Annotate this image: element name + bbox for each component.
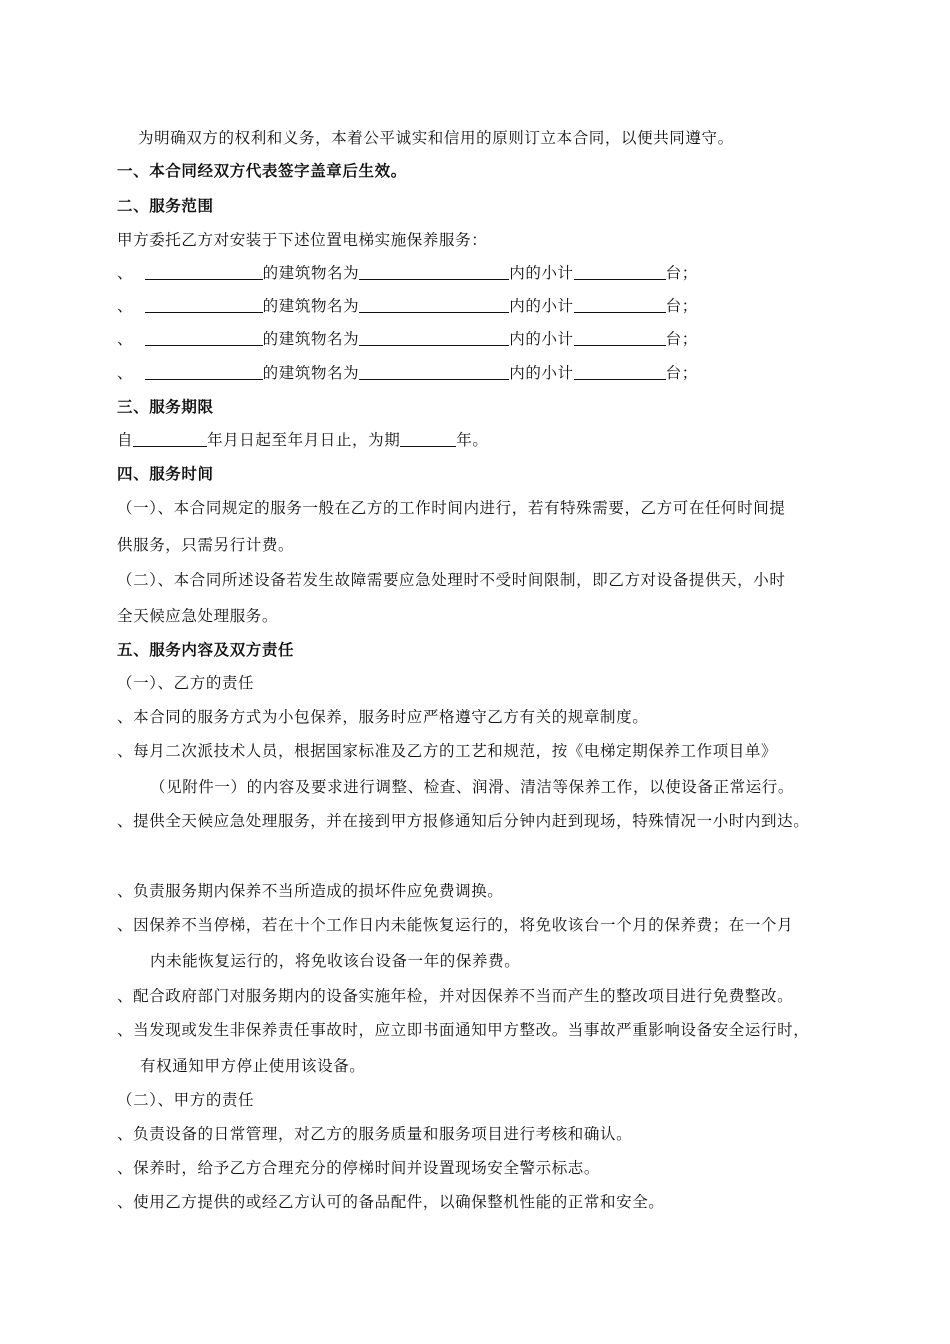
location-row [117,328,698,350]
row-mark: 、 [117,330,134,348]
blank-line[interactable] [133,431,207,447]
row-text-a: 的建筑物名为 [262,364,360,382]
blank-line[interactable] [359,364,509,380]
blank-line[interactable] [574,297,666,313]
blank-line[interactable] [145,364,263,380]
blank-line[interactable] [359,330,509,346]
party-a-item: 、负责设备的日常管理，对乙方的服务质量和服务项目进行考核和确认。 [117,1125,633,1143]
service-time-line: （二）、本合同所述设备若发生故障需要应急处理时不受时间限制，即乙方对设备提供天，小时 [117,571,786,589]
party-b-item-cont: 内未能恢复运行的，将免收该台设备一年的保养费。 [150,952,521,970]
row-text-c: 台； [665,297,698,315]
row-mark: 、 [117,297,134,315]
section-1-heading: 一、本合同经双方代表签字盖章后生效。 [117,162,407,180]
service-term-line [117,429,489,451]
blank-line[interactable] [145,264,263,280]
row-text-a: 的建筑物名为 [262,330,360,348]
term-text-1: 自 [117,431,134,449]
row-text-b: 内的小计 [509,297,574,315]
party-a-heading: （二）、甲方的责任 [117,1091,255,1109]
party-b-item: 、负责服务期内保养不当所造成的损坏件应免费调换。 [117,882,504,900]
party-b-item-cont: 有权通知甲方停止使用该设备。 [140,1057,366,1075]
service-scope-lead: 甲方委托乙方对安装于下述位置电梯实施保养服务： [117,231,488,249]
blank-line[interactable] [145,297,263,313]
service-time-line: （一）、本合同规定的服务一般在乙方的工作时间内进行，若有特殊需要，乙方可在任何时间提 [117,499,786,517]
row-text-a: 的建筑物名为 [262,297,360,315]
term-text-2: 年月日起至年月日止，为期 [207,431,401,449]
blank-line[interactable] [145,330,263,346]
blank-line[interactable] [359,297,509,313]
location-row [117,262,698,284]
party-b-item: 、每月二次派技术人员，根据国家标准及乙方的工艺和规范，按《电梯定期保养工作项目单》 [117,742,778,760]
row-text-b: 内的小计 [509,330,574,348]
section-5-heading: 五、服务内容及双方责任 [117,641,295,659]
party-b-heading: （一）、乙方的责任 [117,674,255,692]
party-b-item: 、提供全天候应急处理服务，并在接到甲方报修通知后分钟内赶到现场，特殊情况一小时内到达。 [117,812,810,830]
section-2-heading: 二、服务范围 [117,197,214,215]
blank-line[interactable] [574,364,666,380]
row-mark: 、 [117,364,134,382]
intro-paragraph: 为明确双方的权利和义务，本着公平诚实和信用的原则订立本合同，以便共同遵守。 [138,129,734,147]
blank-line[interactable] [574,264,666,280]
party-b-item: 、当发现或发生非保养责任事故时，应立即书面通知甲方整改。当事故严重影响设备安全运行时， [117,1021,810,1039]
row-text-c: 台； [665,264,698,282]
service-time-line: 供服务，只需另行计费。 [117,536,295,554]
row-mark: 、 [117,264,134,282]
location-row [117,362,698,384]
row-text-a: 的建筑物名为 [262,264,360,282]
party-b-item: 、因保养不当停梯，若在十个工作日内未能恢复运行的，将免收该台一个月的保养费；在一个月 [117,916,794,934]
party-a-item: 、保养时，给予乙方合理充分的停梯时间并设置现场安全警示标志。 [117,1159,601,1177]
party-b-item-cont: （见附件一）的内容及要求进行调整、检查、润滑、清洁等保养工作，以使设备正常运行。 [150,778,795,796]
section-3-heading: 三、服务期限 [117,398,214,416]
location-row [117,295,698,317]
row-text-c: 台； [665,364,698,382]
row-text-b: 内的小计 [509,264,574,282]
section-4-heading: 四、服务时间 [117,465,214,483]
blank-line[interactable] [574,330,666,346]
blank-line[interactable] [359,264,509,280]
service-time-line: 全天候应急处理服务。 [117,607,279,625]
party-b-item: 、配合政府部门对服务期内的设备实施年检，并对因保养不当而产生的整改项目进行免费整改。 [117,987,794,1005]
blank-line[interactable] [400,431,456,447]
party-a-item: 、使用乙方提供的或经乙方认可的备品配件，以确保整机性能的正常和安全。 [117,1193,665,1211]
term-text-3: 年。 [456,431,489,449]
party-b-item: 、本合同的服务方式为小包保养，服务时应严格遵守乙方有关的规章制度。 [117,708,649,726]
row-text-b: 内的小计 [509,364,574,382]
row-text-c: 台； [665,330,698,348]
